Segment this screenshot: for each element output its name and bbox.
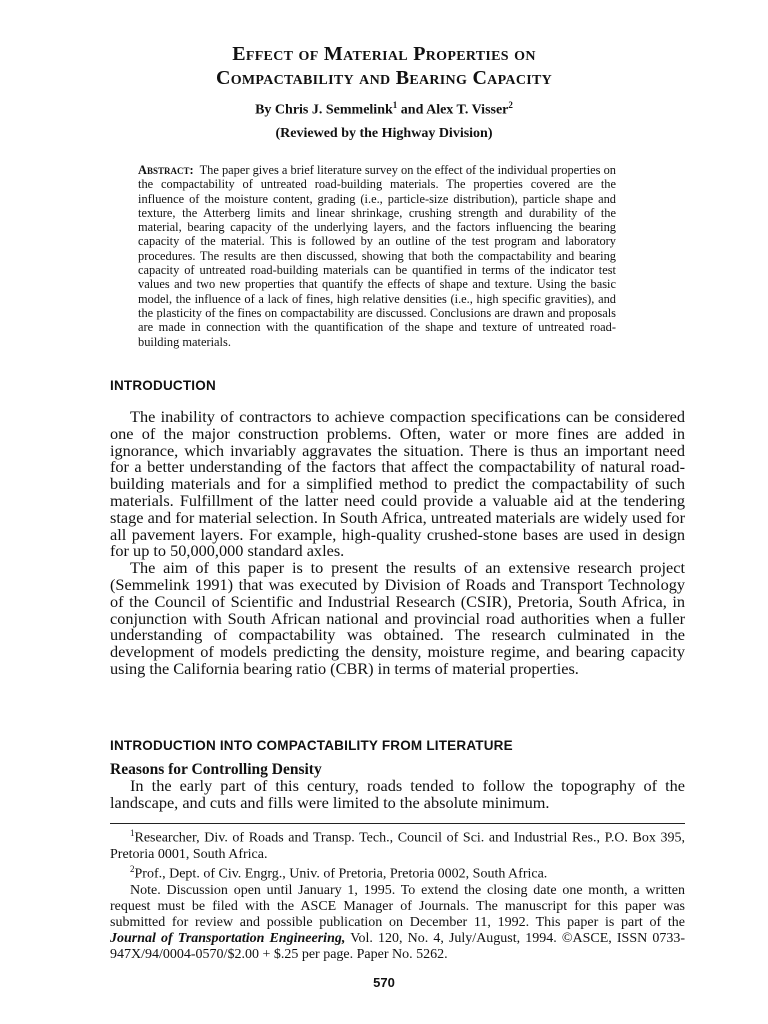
note-text-pre: Note. Discussion open until January 1, 1995. To extend the closing date one month, a written request must be filed with the ASCE Manager of Journals. The manuscript for this paper was submitted for review and possible publication on December 11, 1992. This paper is part of the <box>110 883 685 930</box>
paper-title <box>0 42 768 90</box>
density-subheading: Reasons for Controlling Density <box>110 761 322 778</box>
footnote-2-mark: 2 <box>130 864 135 875</box>
author-2-footnote-mark: 2 <box>508 100 513 110</box>
footnote-2 <box>110 862 685 883</box>
author-1: By Chris J. Semmelink <box>255 102 393 118</box>
footnotes <box>110 826 685 963</box>
footnote-1-mark: 1 <box>130 828 135 838</box>
literature-heading: INTRODUCTION INTO COMPACTABILITY FROM LITERATURE <box>110 738 513 753</box>
footnote-1 <box>110 826 685 862</box>
title-line-2: Compactability and Bearing Capacity <box>215 67 553 89</box>
footnote-2-text: Prof., Dept. of Civ. Engrg., Univ. of Pretoria, Pretoria 0002, South Africa. <box>134 867 548 883</box>
introduction-paragraph-2: The aim of this paper is to present the results of an extensive research project (Semmelink 1991) that was executed by Division of Roads and Transport Technology of the Council of Scientific and Industrial Research (CSIR), Pretoria, South Africa, in conjunction with South African national and provincial road authorities when a fuller understanding of compactability was obtained. The research culminated in the development of models predicting the density, moisture regime, and bearing capacity using the California bearing ratio (CBR) in terms of material properties. <box>110 558 685 678</box>
author-line <box>0 96 768 120</box>
abstract-text: The paper gives a brief literature survey on the effect of the individual properties on the compactability of untreated road-building materials. The properties covered are the influence of the moisture content, grading (i.e., particle-size distribution), particle shape and texture, the Atterberg limits and linear shrinkage, crushing strength and durability of the material, bearing capacity of the underlying layers, and the factors influencing the bearing capacity of the material. This is followed by an outline of the test program and laboratory procedures. The results are then discussed, showing that both the compactability and bearing capacity of untreated road-building materials can be quantified in terms of the indicator test values and two new properties that quantify the effects of shape and texture. Using the basic model, the influence of a lack of fines, high relative densities (i.e., high specific gravities), and the plasticity of the fines on compactability are discussed. Conclusions are drawn and proposals are made in connection with the quantification of the shape and texture of untreated road-building materials. <box>138 163 616 349</box>
introduction-paragraph-1: The inability of contractors to achieve compaction specifications can be considered one of the major construction problems. Often, water or more fines are added in ignorance, which invariably aggravates the situation. There is thus an important need for a better understanding of the factors that affect the compactability of natural road-building materials and for a simplified method to predict the compactability of such materials. Fulfillment of the latter need could provide a valuable aid at the tendering stage and for material selection. In South Africa, untreated materials are widely used for all pavement layers. For example, high-quality crushed-stone bases are used in design for up to 50,000,000 standard axles. <box>110 407 685 561</box>
abstract-label: Abstract: <box>138 163 194 177</box>
author-2: and Alex T. Visser <box>397 102 509 118</box>
literature-paragraph-1: In the early part of this century, roads tended to follow the topography of the landscape, and cuts and fills were limited to the absolute minimum. <box>110 776 685 812</box>
footnote-1-text: Researcher, Div. of Roads and Transp. Tech., Council of Sci. and Industrial Res., P.O. Box 395, Pretoria 0001, South Africa. <box>110 830 685 862</box>
introduction-heading: INTRODUCTION <box>110 378 216 393</box>
page-number: 570 <box>373 975 395 990</box>
journal-name: Journal of Transportation Engineering, <box>110 930 346 946</box>
author-1-footnote-mark: 1 <box>392 100 398 110</box>
publication-note <box>110 883 685 963</box>
abstract <box>138 163 616 349</box>
literature-body <box>110 778 685 812</box>
review-note: (Reviewed by the Highway Division) <box>275 126 493 141</box>
note-text-post: Vol. 120, No. 4, July/August, 1994. ©ASCE, ISSN 0733-947X/94/0004-0570/$2.00 + $.25 per page. Paper No. 5262. <box>110 930 685 962</box>
title-line-1: Effect of Material Properties on <box>232 43 536 65</box>
introduction-body <box>110 409 685 678</box>
footnote-rule <box>110 823 685 824</box>
